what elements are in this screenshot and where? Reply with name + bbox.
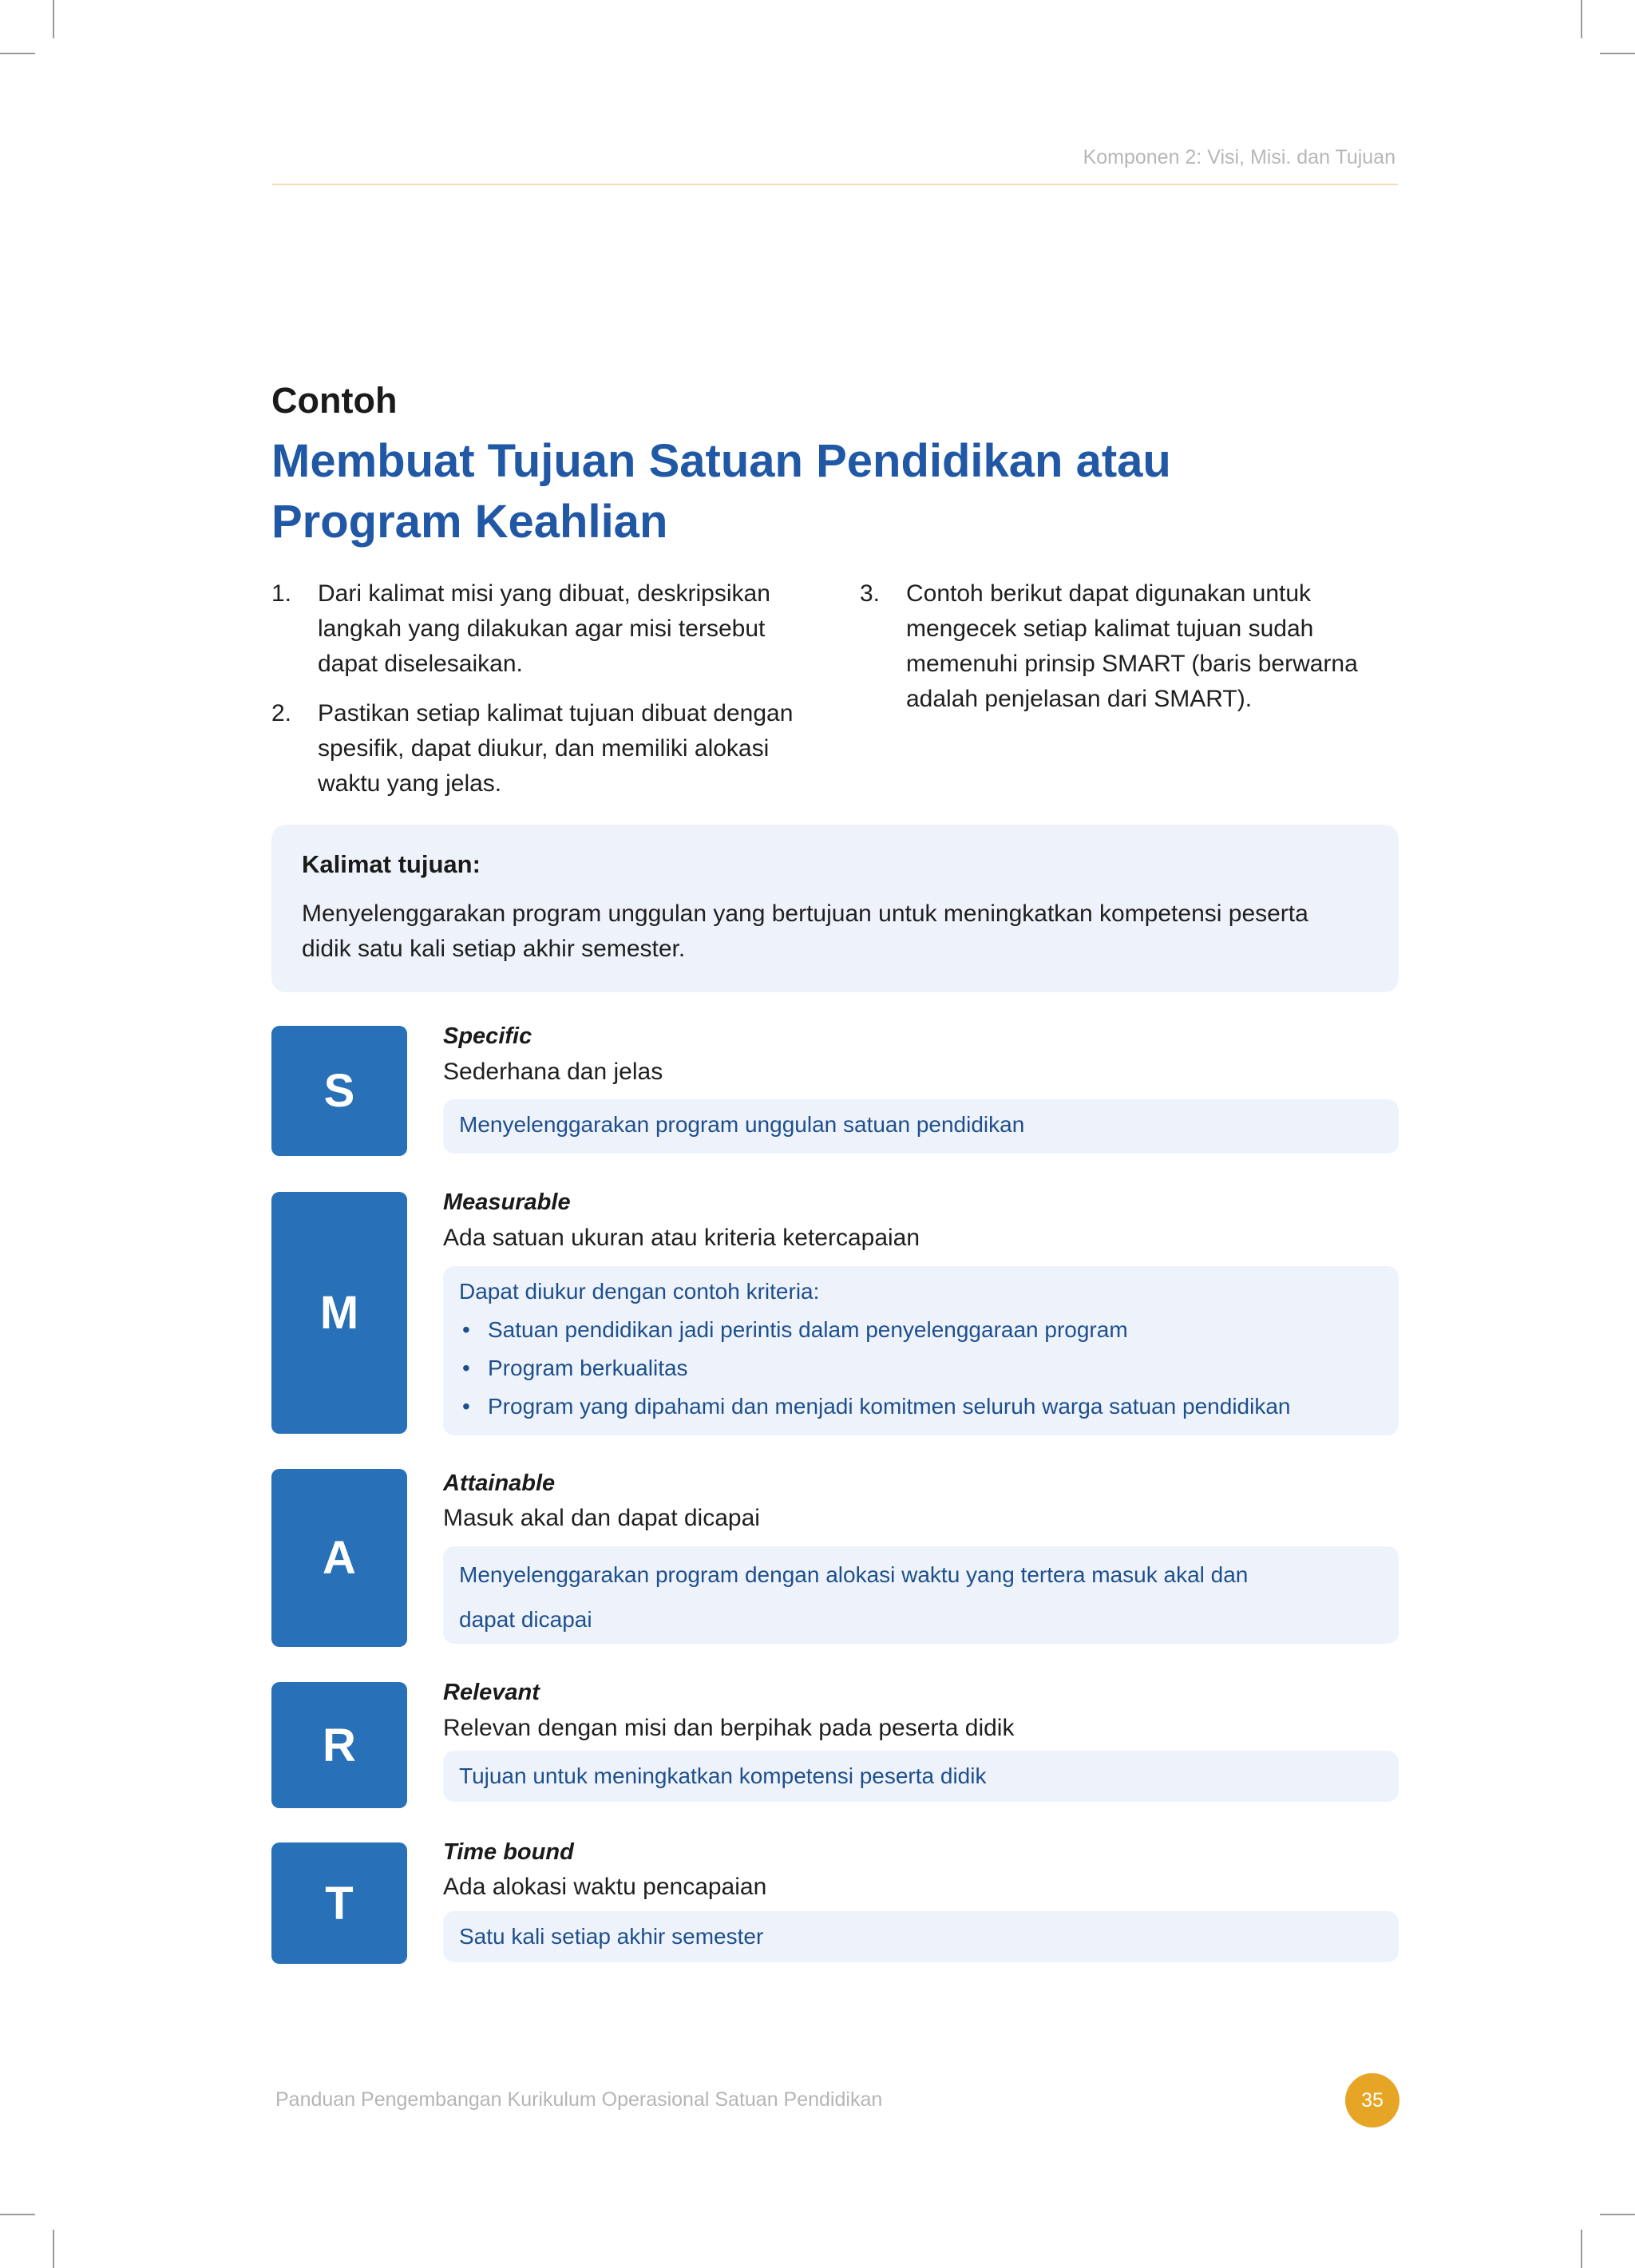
smart-description: Masuk akal dan dapat dicapai	[443, 1505, 760, 1531]
step-item	[860, 576, 1403, 717]
criteria-list	[459, 1311, 1383, 1426]
goal-text: Menyelenggarakan program unggulan yang bertujuan untuk meningkatkan kompetensi peserta didik satu kali setiap akhir semester.	[302, 900, 1308, 962]
smart-example-text: Menyelenggarakan program unggulan satuan pendidikan	[459, 1112, 1025, 1137]
running-header: Komponen 2: Visi, Misi. dan Tujuan	[1083, 146, 1395, 168]
smart-example	[443, 1099, 1399, 1154]
smart-term: Measurable	[443, 1189, 571, 1215]
crop-mark	[0, 2214, 35, 2215]
crop-mark	[1581, 2230, 1582, 2268]
smart-description: Sederhana dan jelas	[443, 1059, 663, 1085]
smart-example-text: Menyelenggarakan program dengan alokasi waktu yang tertera masuk akal dan	[459, 1562, 1249, 1587]
smart-term: Specific	[443, 1023, 532, 1049]
smart-description: Ada satuan ukuran atau kriteria ketercapaian	[443, 1225, 920, 1251]
bullet-icon: •	[462, 1317, 470, 1342]
smart-term: Attainable	[443, 1470, 556, 1496]
smart-example-text: Dapat diukur dengan contoh kriteria:	[459, 1279, 820, 1304]
steps-column-left	[271, 576, 814, 816]
smart-letter-a: A	[271, 1469, 407, 1647]
section-eyebrow: Contoh	[271, 380, 398, 421]
smart-example-text: Satu kali setiap akhir semester	[459, 1924, 764, 1949]
crop-mark	[53, 0, 54, 38]
step-text: Dari kalimat misi yang dibuat, deskripsikan langkah yang dilakukan agar misi tersebut dapat diselesaikan.	[318, 580, 770, 677]
header-divider	[272, 184, 1398, 185]
crop-mark	[1581, 0, 1582, 38]
smart-term: Relevant	[443, 1680, 540, 1705]
step-number: 2.	[271, 700, 292, 726]
smart-example-text: dapat dicapai	[459, 1607, 592, 1632]
smart-description: Relevan dengan misi dan berpihak pada peserta didik	[443, 1715, 1015, 1741]
list-item-text: Program berkualitas	[488, 1356, 688, 1380]
footer-text: Panduan Pengembangan Kurikulum Operasional Satuan Pendidikan	[275, 2088, 883, 2111]
crop-mark	[0, 53, 35, 54]
smart-letter-r: R	[271, 1682, 407, 1808]
smart-example	[443, 1911, 1399, 1962]
bullet-icon: •	[462, 1356, 470, 1380]
step-text: Contoh berikut dapat digunakan untuk mengecek setiap kalimat tujuan sudah memenuhi prinsip SMART (baris berwarna adalah penjelasan dari SMART).	[906, 580, 1358, 712]
step-number: 1.	[271, 580, 292, 607]
smart-description: Ada alokasi waktu pencapaian	[443, 1874, 767, 1900]
step-text: Pastikan setiap kalimat tujuan dibuat dengan spesifik, dapat diukur, dan memiliki alokasi waktu yang jelas.	[318, 700, 794, 797]
smart-example	[443, 1751, 1399, 1802]
list-item	[459, 1349, 1383, 1387]
crop-mark	[53, 2230, 54, 2268]
goal-label: Kalimat tujuan:	[302, 850, 481, 878]
smart-example	[443, 1546, 1399, 1644]
list-item-text: Satuan pendidikan jadi perintis dalam penyelenggaraan program	[488, 1317, 1128, 1342]
steps-column-right	[860, 576, 1403, 731]
smart-example-text: Tujuan untuk meningkatkan kompetensi peserta didik	[459, 1763, 987, 1788]
crop-mark	[1600, 2214, 1635, 2215]
smart-letter-m: M	[271, 1192, 407, 1434]
smart-term: Time bound	[443, 1839, 574, 1865]
smart-letter-s: S	[271, 1026, 407, 1156]
page-number-badge: 35	[1345, 2073, 1399, 2127]
step-number: 3.	[860, 580, 881, 607]
list-item	[459, 1387, 1383, 1426]
smart-letter-t: T	[271, 1843, 407, 1964]
smart-example	[443, 1266, 1399, 1435]
step-item	[271, 696, 814, 802]
list-item-text: Program yang dipahami dan menjadi komitmen seluruh warga satuan pendidikan	[488, 1394, 1291, 1419]
goal-box	[271, 825, 1399, 992]
bullet-icon: •	[462, 1394, 470, 1419]
step-item	[271, 576, 814, 682]
crop-mark	[1600, 53, 1635, 54]
list-item	[459, 1311, 1383, 1349]
page-title: Membuat Tujuan Satuan Pendidikan atau Program Keahlian	[271, 435, 1171, 548]
